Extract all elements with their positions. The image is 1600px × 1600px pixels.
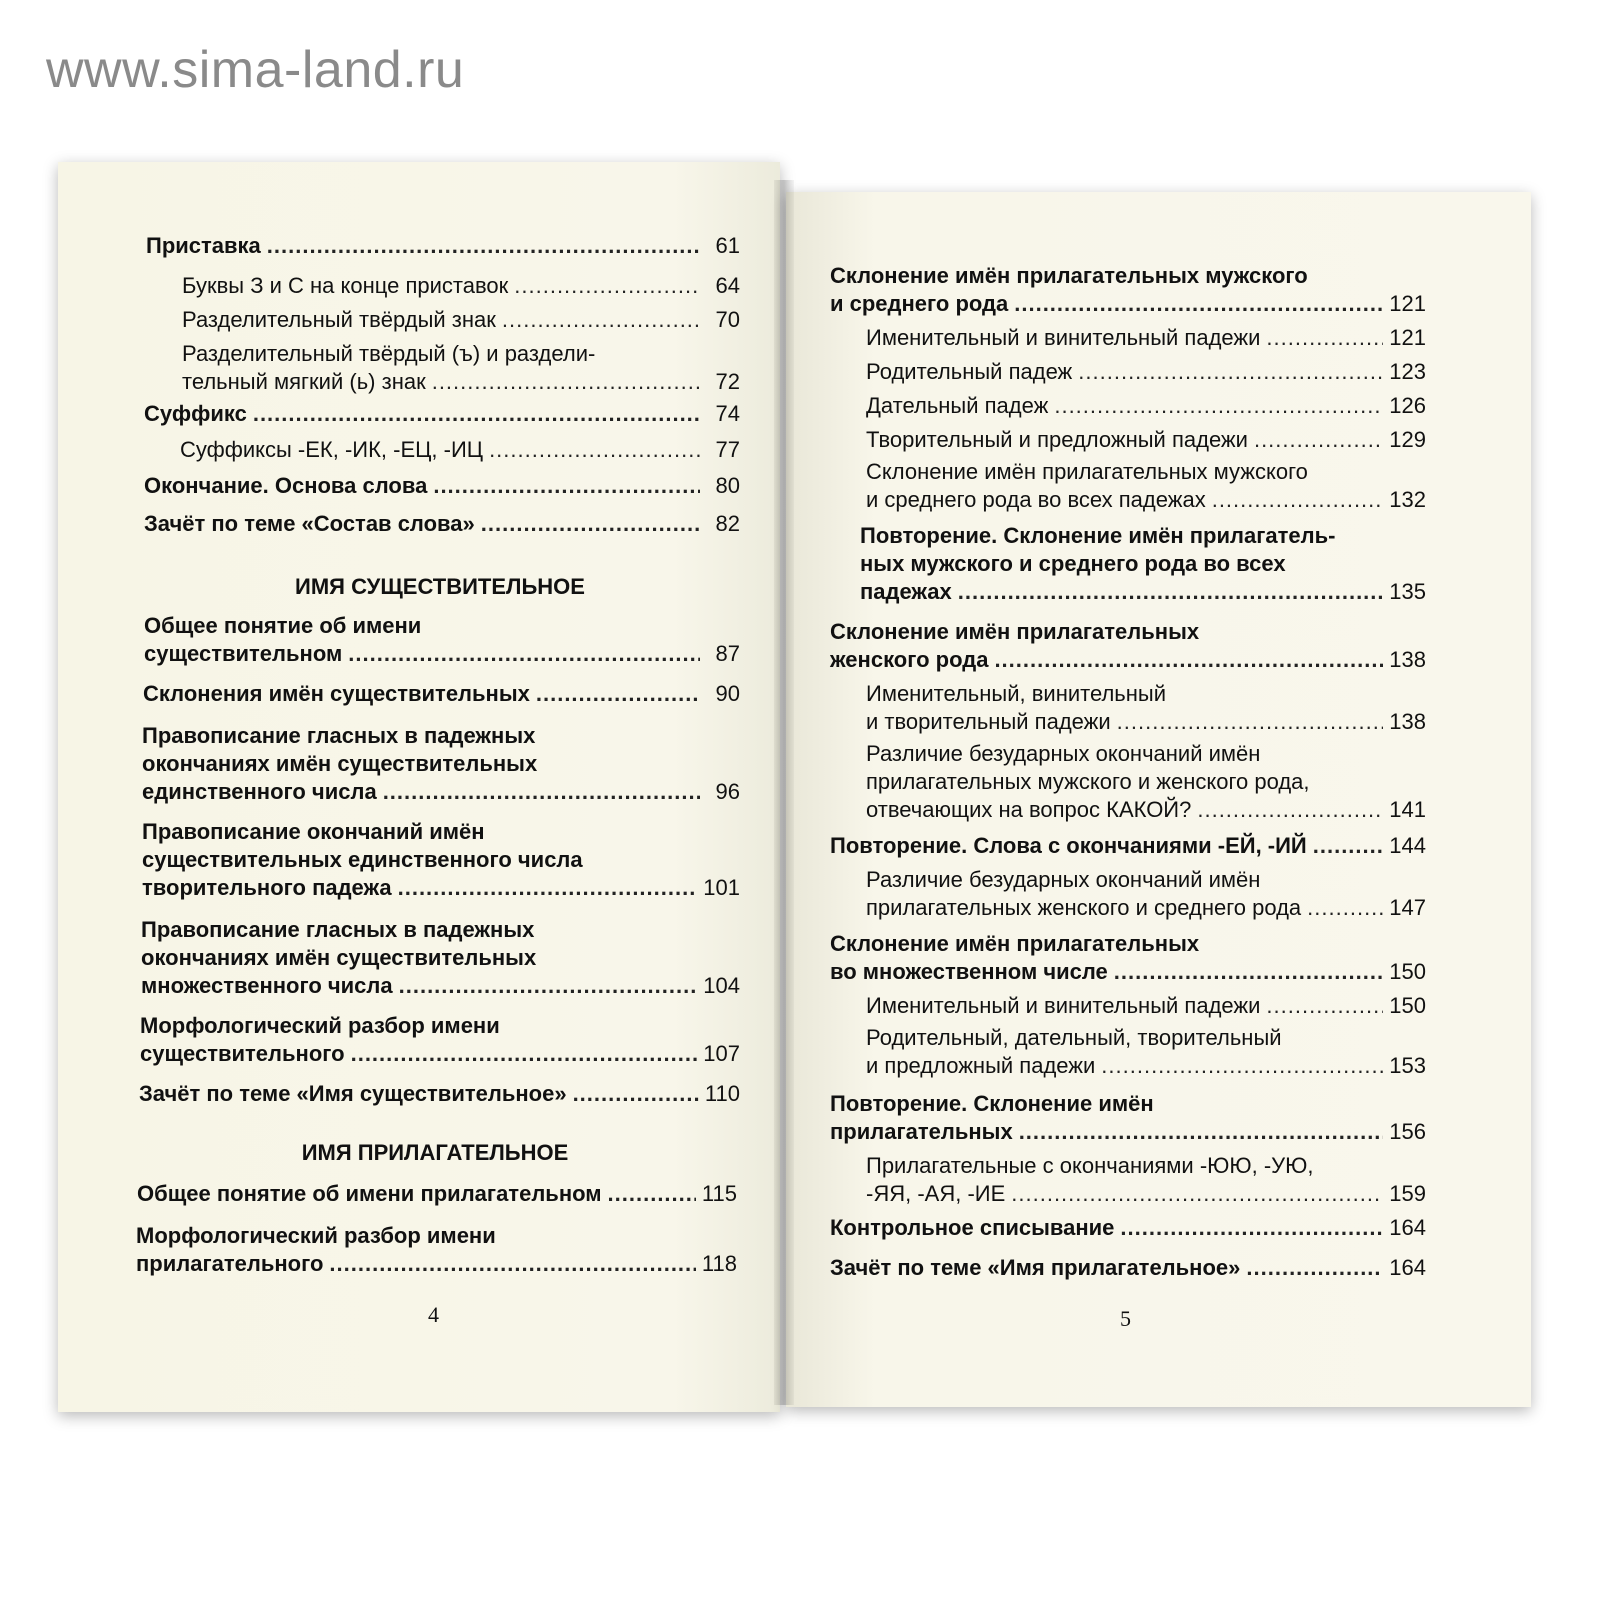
toc-entry xyxy=(139,1080,740,1108)
toc-entry-title-line: Контрольное списывание xyxy=(830,1215,1115,1240)
toc-entry-line xyxy=(830,1214,1426,1242)
toc-entry-title-line: Повторение. Склонение имён прилагатель- xyxy=(860,523,1336,548)
dot-leader xyxy=(1197,796,1383,824)
toc-page-number: 126 xyxy=(1389,393,1426,418)
toc-entry-line xyxy=(182,368,740,396)
toc-entry-title-line: прилагательных xyxy=(830,1119,1013,1144)
toc-entry-title-line: во множественном числе xyxy=(830,959,1108,984)
toc-page-number: 115 xyxy=(701,1181,737,1206)
dot-leader xyxy=(958,578,1384,606)
toc-entry xyxy=(830,1254,1426,1282)
toc-page-number: 138 xyxy=(1389,647,1426,672)
toc-entry xyxy=(866,458,1426,514)
toc-entry-title-line: Приставка xyxy=(146,233,261,258)
toc-entry xyxy=(142,722,740,806)
toc-page-number: 121 xyxy=(1389,291,1426,316)
toc-entry xyxy=(866,358,1426,386)
toc-entry-title-line: -ЯЯ, -АЯ, -ИЕ xyxy=(866,1181,1006,1206)
toc-page-number: 107 xyxy=(703,1041,740,1066)
toc-entry-line xyxy=(866,796,1426,824)
toc-page-number: 153 xyxy=(1389,1053,1426,1078)
toc-entry-line xyxy=(866,992,1426,1020)
toc-entry xyxy=(136,1222,737,1278)
toc-page-number: 96 xyxy=(715,779,740,804)
toc-entry-line xyxy=(830,646,1426,674)
toc-entry-title-line: множественного числа xyxy=(141,973,393,998)
toc-page-number: 110 xyxy=(704,1081,740,1106)
toc-entry-title-line: творительного падежа xyxy=(142,875,392,900)
toc-entry xyxy=(182,272,740,300)
toc-entry xyxy=(144,510,740,538)
toc-entry xyxy=(144,612,740,668)
dot-leader xyxy=(1014,290,1383,318)
toc-entry-title-line: и среднего рода во всех падежах xyxy=(866,487,1206,512)
toc-entry xyxy=(182,306,740,334)
toc-entry-line xyxy=(143,680,740,708)
toc-page-number: 77 xyxy=(715,437,740,462)
toc-entry xyxy=(830,262,1426,318)
toc-page-number: 80 xyxy=(715,473,740,498)
toc-page-number: 156 xyxy=(1389,1119,1426,1144)
dot-leader xyxy=(536,680,700,708)
dot-leader xyxy=(1114,958,1383,986)
toc-entry-title-line: и среднего рода xyxy=(830,291,1009,316)
toc-entry-title-line: Именительный и винительный падежи xyxy=(866,325,1261,350)
toc-entry xyxy=(142,818,740,902)
toc-entry xyxy=(866,392,1426,420)
toc-page-number: 90 xyxy=(715,681,740,706)
dot-leader xyxy=(383,778,700,806)
toc-entry-line xyxy=(137,1180,737,1208)
section-heading-adjective: ИМЯ ПРИЛАГАТЕЛЬНОЕ xyxy=(301,1140,569,1165)
toc-entry-title-line: Суффиксы -ЕК, -ИК, -ЕЦ, -ИЦ xyxy=(180,437,484,462)
toc-entry xyxy=(141,916,740,1000)
toc-page-number: 72 xyxy=(715,369,740,394)
toc-entry-title-line: тельный мягкий (ь) знак xyxy=(182,369,426,394)
dot-leader xyxy=(1212,486,1384,514)
dot-leader xyxy=(1246,1254,1383,1282)
toc-page-number: 104 xyxy=(703,973,740,998)
toc-entry-line xyxy=(180,436,740,464)
toc-entry xyxy=(182,340,740,396)
section-heading-noun: ИМЯ СУЩЕСТВИТЕЛЬНОЕ xyxy=(295,574,585,599)
dot-leader xyxy=(1054,392,1383,420)
toc-entry-title-line: Прилагательные с окончаниями -ЮЮ, -УЮ, xyxy=(866,1153,1314,1178)
dot-leader xyxy=(1307,894,1383,922)
toc-entry xyxy=(866,1152,1426,1208)
toc-entry xyxy=(140,1012,740,1068)
dot-leader xyxy=(398,874,698,902)
dot-leader xyxy=(432,368,700,396)
toc-entry xyxy=(830,618,1426,674)
toc-entry-title-line: Различие безударных окончаний имён xyxy=(866,741,1261,766)
toc-entry xyxy=(866,1024,1426,1080)
toc-entry-title-line: окончаниях имён существительных xyxy=(142,751,538,776)
toc-entry-line xyxy=(866,1052,1426,1080)
toc-entry-title-line: Склонение имён прилагательных мужского xyxy=(830,263,1308,288)
dot-leader xyxy=(348,640,700,668)
toc-entry xyxy=(830,1090,1426,1146)
toc-page-number: 82 xyxy=(715,511,740,536)
toc-entry-line xyxy=(866,708,1426,736)
toc-entry-title-line: ных мужского и среднего рода во всех xyxy=(860,551,1286,576)
toc-entry xyxy=(860,522,1426,606)
dot-leader xyxy=(1120,1214,1383,1242)
toc-page-number: 74 xyxy=(715,401,740,426)
toc-entry-line xyxy=(144,400,740,428)
toc-page-number: 144 xyxy=(1389,833,1426,858)
toc-entry-line xyxy=(142,874,740,902)
toc-entry-title-line: Правописание гласных в падежных xyxy=(141,917,535,942)
toc-entry-line xyxy=(866,894,1426,922)
toc-entry xyxy=(866,680,1426,736)
dot-leader xyxy=(329,1250,696,1278)
toc-entry-line xyxy=(136,1250,737,1278)
toc-entry-title-line: Различие безударных окончаний имён xyxy=(866,867,1261,892)
toc-entry-title-line: единственного числа xyxy=(142,779,377,804)
toc-page-number: 61 xyxy=(715,233,740,258)
toc-entry xyxy=(866,324,1426,352)
toc-entry-title-line: Творительный и предложный падежи xyxy=(866,427,1248,452)
toc-page-number: 129 xyxy=(1389,427,1426,452)
toc-entry-line xyxy=(866,426,1426,454)
toc-entry-line xyxy=(866,486,1426,514)
toc-page-number: 121 xyxy=(1389,325,1426,350)
toc-entry-title-line: Склонения имён существительных xyxy=(143,681,530,706)
toc-entry-line xyxy=(144,472,740,500)
toc-entry-line xyxy=(830,958,1426,986)
toc-entry-line xyxy=(142,778,740,806)
toc-entry-title-line: Склонение имён прилагательных мужского xyxy=(866,459,1308,484)
toc-entry xyxy=(866,992,1426,1020)
toc-entry-title-line: Зачёт по теме «Состав слова» xyxy=(144,511,475,536)
toc-entry-title-line: Именительный и винительный падежи xyxy=(866,993,1261,1018)
toc-entry-title-line: Морфологический разбор имени xyxy=(140,1013,500,1038)
toc-entry-title-line: Повторение. Склонение имён xyxy=(830,1091,1154,1116)
toc-entry-title-line: существительных единственного числа xyxy=(142,847,583,872)
dot-leader xyxy=(399,972,698,1000)
toc-entry-title-line: Зачёт по теме «Имя прилагательное» xyxy=(830,1255,1241,1280)
toc-entry-title-line: Именительный, винительный xyxy=(866,681,1167,706)
dot-leader xyxy=(433,472,700,500)
toc-entry-line xyxy=(182,306,740,334)
toc-entry-title-line: Родительный, дательный, творительный xyxy=(866,1025,1282,1050)
toc-entry xyxy=(180,436,740,464)
book-gutter xyxy=(774,180,794,1405)
toc-entry-title-line: Родительный падеж xyxy=(866,359,1073,384)
toc-entry-title-line: падежах xyxy=(860,579,952,604)
page-number-right: 5 xyxy=(1120,1306,1131,1331)
dot-leader xyxy=(514,272,700,300)
toc-entry xyxy=(830,930,1426,986)
toc-entry-line xyxy=(139,1080,740,1108)
toc-entry-line xyxy=(866,1180,1426,1208)
dot-leader xyxy=(253,400,700,428)
toc-entry xyxy=(830,1214,1426,1242)
toc-entry-title-line: Дательный падеж xyxy=(866,393,1049,418)
toc-page-number: 87 xyxy=(715,641,740,666)
toc-entry-line xyxy=(830,832,1426,860)
toc-entry xyxy=(137,1180,737,1208)
toc-entry-line xyxy=(182,272,740,300)
toc-entry xyxy=(143,680,740,708)
dot-leader xyxy=(489,436,700,464)
dot-leader xyxy=(1011,1180,1383,1208)
toc-entry-line xyxy=(866,358,1426,386)
toc-page-number: 118 xyxy=(701,1251,737,1276)
dot-leader xyxy=(573,1080,699,1108)
toc-entry-line xyxy=(830,1118,1426,1146)
dot-leader xyxy=(608,1180,696,1208)
toc-page-number: 138 xyxy=(1389,709,1426,734)
toc-entry-line xyxy=(830,290,1426,318)
dot-leader xyxy=(994,646,1383,674)
toc-page-number: 101 xyxy=(703,875,740,900)
toc-entry-line xyxy=(860,578,1426,606)
toc-entry-line xyxy=(830,1254,1426,1282)
toc-entry-title-line: Буквы З и С на конце приставок xyxy=(182,273,509,298)
toc-page-number: 164 xyxy=(1389,1215,1426,1240)
toc-entry-title-line: прилагательного xyxy=(136,1251,324,1276)
toc-entry xyxy=(866,426,1426,454)
dot-leader xyxy=(1266,324,1383,352)
toc-page-number: 164 xyxy=(1389,1255,1426,1280)
toc-entry-title-line: прилагательных женского и среднего рода xyxy=(866,895,1302,920)
toc-entry xyxy=(144,400,740,428)
toc-entry-title-line: Повторение. Слова с окончаниями -ЕЙ, -ИЙ xyxy=(830,833,1307,858)
toc-entry-title-line: Склонение имён прилагательных xyxy=(830,931,1200,956)
toc-entry xyxy=(866,866,1426,922)
dot-leader xyxy=(1313,832,1384,860)
toc-entry xyxy=(866,740,1426,824)
toc-entry-line xyxy=(144,510,740,538)
toc-entry-title-line: женского рода xyxy=(830,647,989,672)
toc-entry xyxy=(830,832,1426,860)
page-number-left: 4 xyxy=(428,1302,439,1327)
toc-entry-title-line: и творительный падежи xyxy=(866,709,1111,734)
toc-entry-line xyxy=(140,1040,740,1068)
dot-leader xyxy=(1078,358,1383,386)
dot-leader xyxy=(502,306,700,334)
toc-page-number: 123 xyxy=(1389,359,1426,384)
toc-entry-line xyxy=(866,392,1426,420)
toc-entry-line xyxy=(144,640,740,668)
toc-entry xyxy=(144,472,740,500)
toc-entry-title-line: Склонение имён прилагательных xyxy=(830,619,1200,644)
dot-leader xyxy=(267,232,700,260)
toc-entry xyxy=(146,232,740,260)
dot-leader xyxy=(1117,708,1384,736)
toc-page-number: 64 xyxy=(715,273,740,298)
toc-page-number: 141 xyxy=(1389,797,1426,822)
toc-entry-title-line: Разделительный твёрдый (ъ) и раздели- xyxy=(182,341,596,366)
toc-page-number: 135 xyxy=(1389,579,1426,604)
toc-entry-title-line: прилагательных мужского и женского рода, xyxy=(866,769,1310,794)
toc-entry-title-line: Окончание. Основа слова xyxy=(144,473,428,498)
toc-page-number: 159 xyxy=(1389,1181,1426,1206)
dot-leader xyxy=(481,510,700,538)
toc-entry-line xyxy=(141,972,740,1000)
toc-entry-title-line: Правописание окончаний имён xyxy=(142,819,485,844)
toc-entry-title-line: окончаниях имён существительных xyxy=(141,945,537,970)
toc-entry-title-line: Общее понятие об имени xyxy=(144,613,422,638)
toc-page-number: 132 xyxy=(1389,487,1426,512)
site-watermark: www.sima-land.ru xyxy=(46,41,465,99)
toc-page-number: 150 xyxy=(1389,993,1426,1018)
toc-entry-title-line: Правописание гласных в падежных xyxy=(142,723,536,748)
toc-entry-title-line: Суффикс xyxy=(144,401,247,426)
toc-page-number: 70 xyxy=(715,307,740,332)
dot-leader xyxy=(1019,1118,1384,1146)
toc-entry-line xyxy=(866,324,1426,352)
toc-page-number: 147 xyxy=(1389,895,1426,920)
toc-entry-title-line: существительном xyxy=(144,641,343,666)
toc-entry-line xyxy=(146,232,740,260)
toc-entry-title-line: Зачёт по теме «Имя существительное» xyxy=(139,1081,567,1106)
toc-entry-title-line: Разделительный твёрдый знак xyxy=(182,307,496,332)
toc-entry-title-line: отвечающих на вопрос КАКОЙ? xyxy=(866,797,1192,822)
toc-entry-title-line: Морфологический разбор имени xyxy=(136,1223,496,1248)
dot-leader xyxy=(1101,1052,1383,1080)
toc-page-number: 150 xyxy=(1389,959,1426,984)
dot-leader xyxy=(351,1040,698,1068)
dot-leader xyxy=(1254,426,1383,454)
toc-entry-title-line: существительного xyxy=(140,1041,345,1066)
dot-leader xyxy=(1266,992,1383,1020)
toc-entry-title-line: Общее понятие об имени прилагательном xyxy=(137,1181,602,1206)
toc-entry-title-line: и предложный падежи xyxy=(866,1053,1096,1078)
